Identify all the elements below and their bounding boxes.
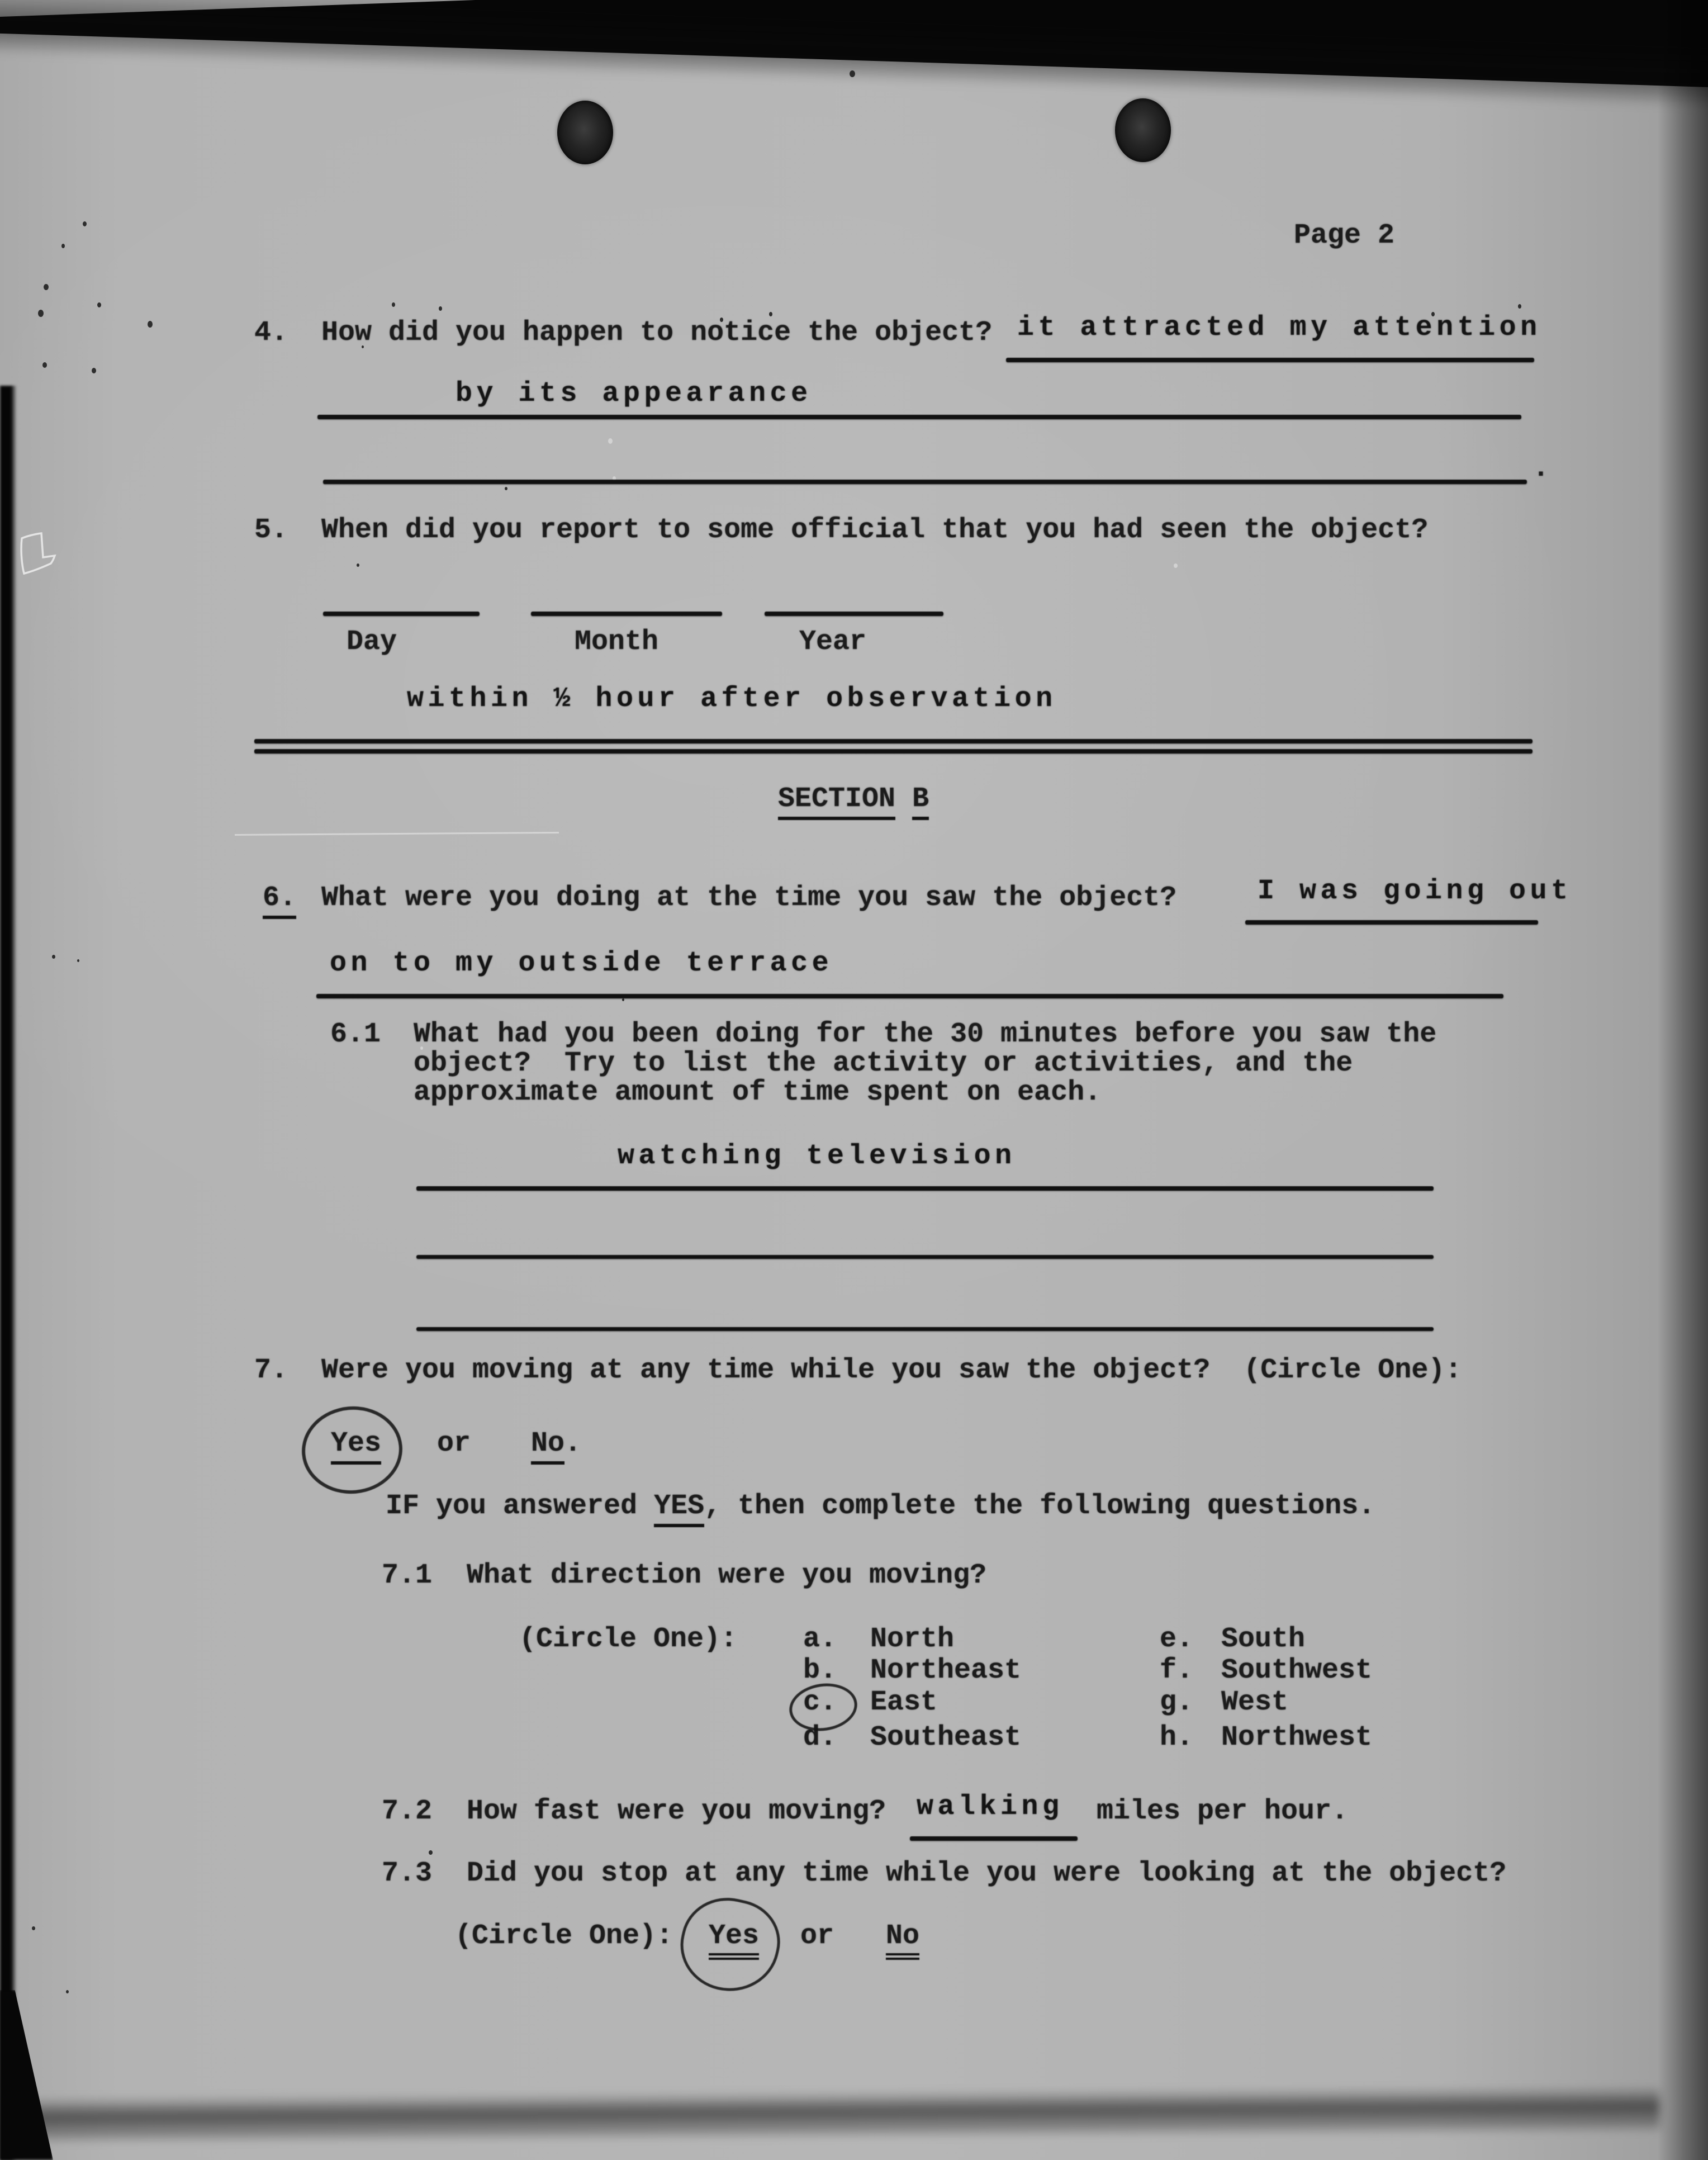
q6-number xyxy=(263,883,296,913)
q72-question: How fast were you moving? xyxy=(467,1796,886,1827)
q73-no-text: No xyxy=(886,1920,919,1960)
q4-blank-line-3 xyxy=(323,480,1527,484)
section-divider-line-1 xyxy=(254,739,1533,743)
option-letter-c: c. xyxy=(803,1687,837,1718)
option-label-east: East xyxy=(870,1687,938,1718)
section-b-word2: B xyxy=(912,783,929,820)
q7-question: Were you moving at any time while you saw the object? (Circle One): xyxy=(321,1354,1462,1386)
section-b-space xyxy=(895,783,912,815)
page-number: Page 2 xyxy=(1294,220,1395,252)
year-label: Year xyxy=(799,626,867,658)
month-blank-line xyxy=(531,612,722,616)
option-letter-g: g. xyxy=(1160,1687,1194,1718)
option-label-northeast: Northeast xyxy=(870,1655,1022,1687)
q73-or-label: or xyxy=(800,1920,834,1952)
q71-question: What direction were you moving? xyxy=(467,1560,987,1591)
q7-yes-circle-annotation xyxy=(298,1402,406,1498)
year-blank-line xyxy=(765,612,943,616)
q7-no-period: . xyxy=(564,1428,582,1460)
q61-answer: watching television xyxy=(618,1140,1016,1172)
q72-number: 7.2 xyxy=(382,1796,433,1827)
option-label-south: South xyxy=(1221,1623,1306,1655)
option-letter-f: f. xyxy=(1160,1655,1194,1687)
q6-answer-underline-1 xyxy=(1245,920,1538,925)
option-letter-h: h. xyxy=(1160,1722,1194,1754)
q61-answer-underline xyxy=(416,1186,1434,1191)
q7-if-note xyxy=(386,1491,1375,1522)
q4-answer-underline-2 xyxy=(317,415,1521,419)
q7-no-option xyxy=(531,1429,581,1459)
q7-if-suffix: , then complete the following questions. xyxy=(704,1490,1375,1522)
q73-number: 7.3 xyxy=(382,1858,433,1889)
option-label-southeast: Southeast xyxy=(870,1722,1022,1754)
q73-yes-text: Yes xyxy=(709,1920,759,1960)
q61-question-line2: object? Try to list the activity or activities, and the xyxy=(414,1048,1353,1079)
q7-if-yes: YES xyxy=(654,1490,704,1527)
q72-question-suffix: miles per hour. xyxy=(1097,1796,1349,1827)
q6-question: What were you doing at the time you saw the object? xyxy=(321,882,1177,914)
q4-answer-line1: it attracted my attention xyxy=(1017,312,1541,344)
section-divider-line-2 xyxy=(254,749,1533,754)
q4-trailing-period: . xyxy=(1533,453,1550,485)
option-label-northwest: Northwest xyxy=(1221,1722,1373,1754)
q61-question-line3: approximate amount of time spent on each. xyxy=(414,1077,1102,1109)
option-c-circle-annotation xyxy=(786,1679,861,1735)
q7-or-label: or xyxy=(437,1428,471,1460)
q73-question: Did you stop at any time while you were looking at the object? xyxy=(467,1858,1507,1889)
q6-answer-line1: I was going out xyxy=(1258,875,1572,907)
option-label-southwest: Southwest xyxy=(1221,1655,1373,1687)
q73-no-option xyxy=(886,1921,919,1951)
q72-answer-underline xyxy=(910,1836,1078,1841)
section-b-word1: SECTION xyxy=(778,783,895,820)
option-letter-e: e. xyxy=(1160,1623,1194,1655)
q7-if-prefix: IF you answered xyxy=(386,1490,654,1522)
q73-yes-circle-annotation xyxy=(672,1888,789,2001)
q71-circle-one-label: (Circle One): xyxy=(519,1623,738,1655)
option-label-west: West xyxy=(1221,1687,1289,1718)
option-label-north: North xyxy=(870,1623,955,1655)
q4-answer-line2: by its appearance xyxy=(456,378,812,410)
q61-blank-line-2 xyxy=(416,1327,1434,1331)
q6-answer-underline-2 xyxy=(316,994,1503,998)
q7-yes-text: Yes xyxy=(331,1428,381,1465)
month-label: Month xyxy=(575,626,659,658)
q5-number: 5. xyxy=(254,514,288,546)
q61-number: 6.1 xyxy=(330,1019,381,1050)
q6-answer-line2: on to my outside terrace xyxy=(330,948,833,979)
q6-number-text: 6. xyxy=(263,882,296,919)
q7-no-text: No xyxy=(531,1428,564,1465)
q61-question-line1: What had you been doing for the 30 minutes before you saw the xyxy=(414,1019,1437,1050)
q5-answer: within ½ hour after observation xyxy=(407,683,1057,715)
q72-answer: walking xyxy=(917,1791,1064,1823)
day-blank-line xyxy=(323,612,480,616)
section-b-title xyxy=(778,784,929,814)
q5-question: When did you report to some official that you had seen the object? xyxy=(321,514,1429,546)
q4-answer-underline-1 xyxy=(1006,358,1534,362)
q4-number: 4. xyxy=(254,317,288,349)
day-label: Day xyxy=(347,626,397,658)
option-letter-d: d. xyxy=(803,1722,837,1754)
q7-number: 7. xyxy=(254,1354,288,1386)
q61-blank-line-1 xyxy=(416,1255,1434,1259)
q4-question: How did you happen to notice the object? xyxy=(321,317,993,349)
q73-circle-one-label: (Circle One): xyxy=(455,1920,673,1952)
option-letter-b: b. xyxy=(803,1655,837,1687)
q71-number: 7.1 xyxy=(382,1560,433,1591)
option-letter-a: a. xyxy=(803,1623,837,1655)
